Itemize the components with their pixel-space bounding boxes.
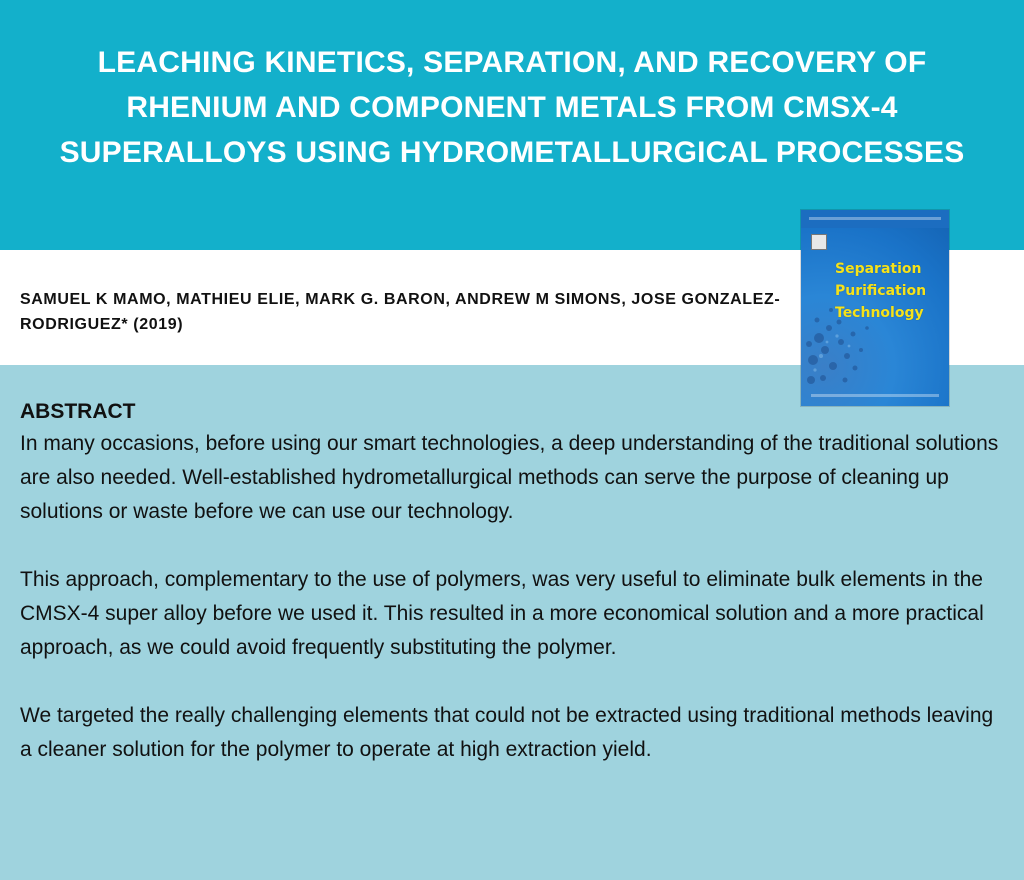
abstract-paragraph: In many occasions, before using our smart technologies, a deep understanding of the traditional solutions are also needed. Well-established hydrometallurgical methods can serve the purpose of cleaning up solutions or waste before we can use our technology. (20, 432, 999, 523)
cover-title-line: Separation (835, 261, 922, 277)
journal-cover-image (801, 210, 949, 406)
abstract-paragraph: We targeted the really challenging elements that could not be extracted using traditional methods leaving a cleaner solution for the polymer to operate at high extraction yield. (20, 704, 994, 761)
paper-title: LEACHING KINETICS, SEPARATION, AND RECOVERY OF RHENIUM AND COMPONENT METALS FROM CMSX-4 SUPERALLOYS USING HYDROMETALLURGICAL PROCESSES (59, 46, 965, 169)
abstract-paragraph: This approach, complementary to the use of polymers, was very useful to eliminate bulk elements in the CMSX-4 super alloy before we used it. This resulted in a more economical solution and a more practical approach, as we could avoid frequently substituting the polymer. (20, 568, 984, 659)
author-list: SAMUEL K MAMO, MATHIEU ELIE, MARK G. BARON, ANDREW M SIMONS, JOSE GONZALEZ-RODRIGUEZ* (2019) (20, 291, 781, 333)
abstract-section (20, 397, 1010, 801)
abstract-heading: ABSTRACT (20, 400, 136, 423)
cover-title-line: Technology (835, 305, 924, 321)
cover-title-line: Purification (835, 283, 927, 299)
cover-journal-title (835, 258, 947, 324)
